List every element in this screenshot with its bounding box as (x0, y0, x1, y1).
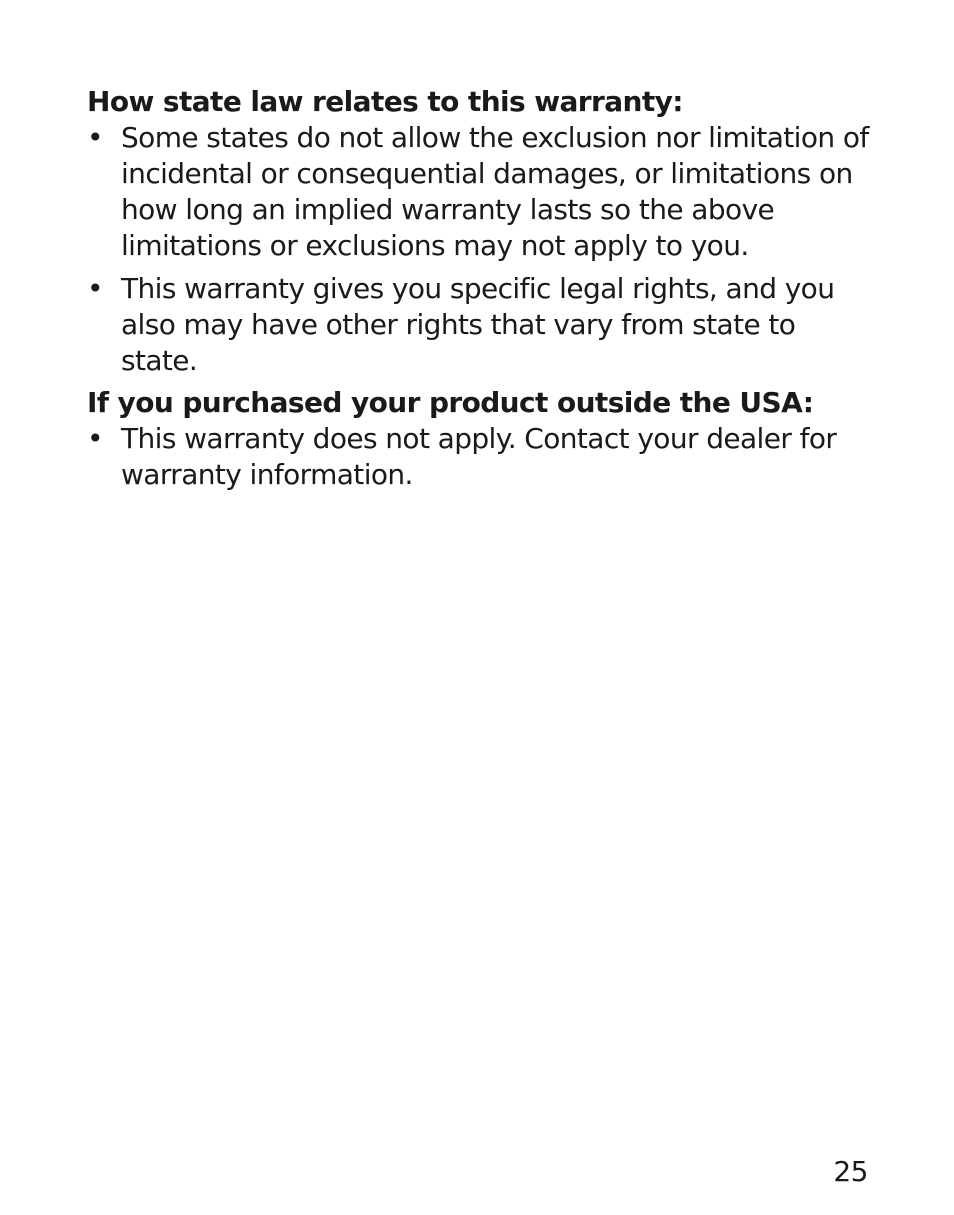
bullet-icon: • (87, 121, 103, 154)
state-law-section (87, 84, 877, 379)
list-item (87, 271, 877, 379)
state-law-heading: How state law relates to this warranty: (87, 85, 683, 118)
bullet-icon: • (87, 422, 103, 455)
outside-usa-heading: If you purchased your product outside the USA: (87, 386, 814, 419)
outside-usa-section (87, 385, 877, 493)
bullet-text: This warranty does not apply. Contact your dealer for warranty information. (121, 422, 837, 491)
bullet-text: Some states do not allow the exclusion nor limitation of incidental or consequential damages, or limitations on how long an implied warranty lasts so the above limitations or exclusions may not apply to you. (121, 121, 869, 262)
list-item (87, 421, 877, 493)
document-body (87, 84, 877, 493)
page-number: 25 (833, 1155, 868, 1188)
bullet-text: This warranty gives you specific legal rights, and you also may have other rights that vary from state to state. (121, 272, 835, 377)
outside-usa-bullet-list (87, 421, 877, 493)
bullet-icon: • (87, 272, 103, 305)
state-law-bullet-list (87, 120, 877, 379)
list-item (87, 120, 877, 264)
